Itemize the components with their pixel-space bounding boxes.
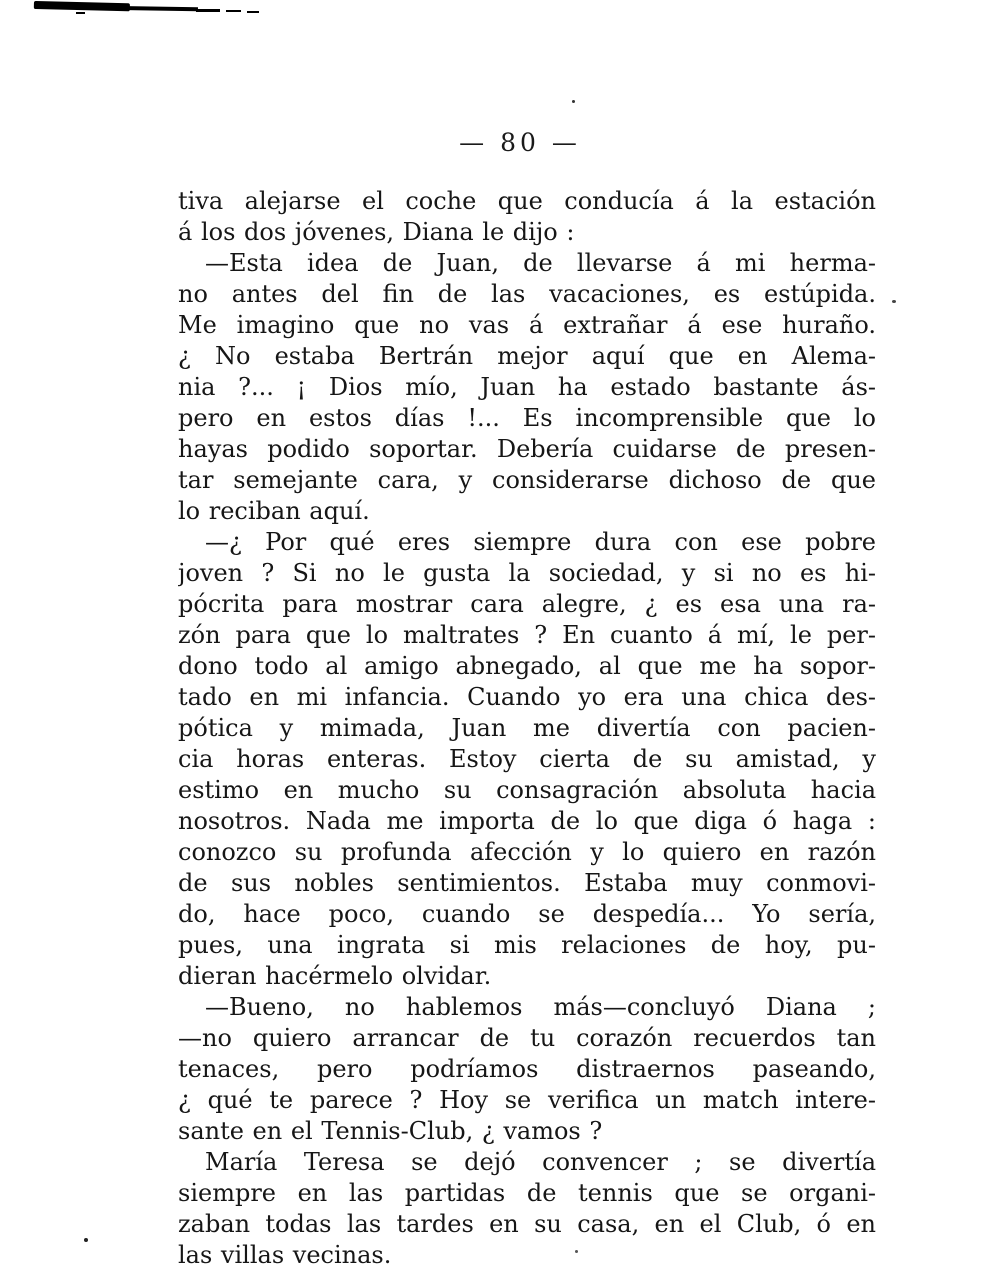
text-line: do, hace poco, cuando se despedía... Yo sería, <box>178 900 876 928</box>
text-line: sante en el Tennis-Club, ¿ vamos ? <box>178 1117 603 1145</box>
text-line: no antes del fin de las vacaciones, es estúpida. <box>178 280 876 308</box>
text-line: pues, una ingrata si mis relaciones de hoy, pu- <box>178 931 876 959</box>
ink-speck <box>84 1238 88 1242</box>
text-line: tiva alejarse el coche que conducía á la estación <box>178 187 876 215</box>
text-line: joven ? Si no le gusta la sociedad, y si no es hi- <box>178 559 876 587</box>
smudge-dash <box>226 10 241 12</box>
text-line: nosotros. Nada me importa de lo que diga ó haga : <box>178 807 876 835</box>
text-line: tar semejante cara, y considerarse dichoso de que <box>178 466 876 494</box>
text-line: cia horas enteras. Estoy cierta de su amistad, y <box>178 745 876 773</box>
smudge-streak <box>34 1 130 11</box>
text-line: nia ?... ¡ Dios mío, Juan ha estado bastante ás- <box>178 373 876 401</box>
text-line: conozco su profunda afección y lo quiero en razón <box>178 838 876 866</box>
body-text <box>178 186 876 1271</box>
smudge-dash <box>76 12 85 14</box>
text-line: ¿ No estaba Bertrán mejor aquí que en Alema- <box>178 342 876 370</box>
text-line: María Teresa se dejó convencer ; se divertía <box>205 1148 876 1176</box>
smudge-dash <box>247 11 259 13</box>
text-line: —Bueno, no hablemos más—concluyó Diana ; <box>205 993 876 1021</box>
ink-speck <box>572 100 575 103</box>
text-line: —Esta idea de Juan, de llevarse á mi herma- <box>205 249 876 277</box>
text-line: tado en mi infancia. Cuando yo era una chica des- <box>178 683 876 711</box>
text-line: hayas podido soportar. Debería cuidarse de presen- <box>178 435 876 463</box>
text-line: siempre en las partidas de tennis que se organi- <box>178 1179 876 1207</box>
text-line: á los dos jóvenes, Diana le dijo : <box>178 218 575 246</box>
text-line: zón para que lo maltrates ? En cuanto á mí, le per- <box>178 621 876 649</box>
text-line: las villas vecinas. <box>178 1241 392 1269</box>
smudge-dash <box>196 9 220 12</box>
text-line: dieran hacérmelo olvidar. <box>178 962 492 990</box>
text-line: pero en estos días !... Es incomprensible que lo <box>178 404 876 432</box>
text-line: zaban todas las tardes en su casa, en el Club, ó en <box>178 1210 876 1238</box>
text-line: Me imagino que no vas á extrañar á ese huraño. <box>178 311 876 339</box>
text-line: de sus nobles sentimientos. Estaba muy conmovi- <box>178 869 876 897</box>
text-line: lo reciban aquí. <box>178 497 370 525</box>
text-line: estimo en mucho su consagración absoluta hacia <box>178 776 876 804</box>
text-line: —¿ Por qué eres siempre dura con ese pobre <box>205 528 876 556</box>
text-line: dono todo al amigo abnegado, al que me ha sopor- <box>178 652 876 680</box>
text-line: pótica y mimada, Juan me divertía con pacien- <box>178 714 876 742</box>
text-line: pócrita para mostrar cara alegre, ¿ es esa una ra- <box>178 590 876 618</box>
text-line: tenaces, pero podríamos distraernos paseando, <box>178 1055 876 1083</box>
text-line: ¿ qué te parece ? Hoy se verifica un match intere- <box>178 1086 876 1114</box>
text-line: —no quiero arrancar de tu corazón recuerdos tan <box>178 1024 876 1052</box>
page-number: — 80 — <box>459 128 581 157</box>
ink-speck <box>892 300 896 303</box>
smudge-streak <box>122 6 198 11</box>
